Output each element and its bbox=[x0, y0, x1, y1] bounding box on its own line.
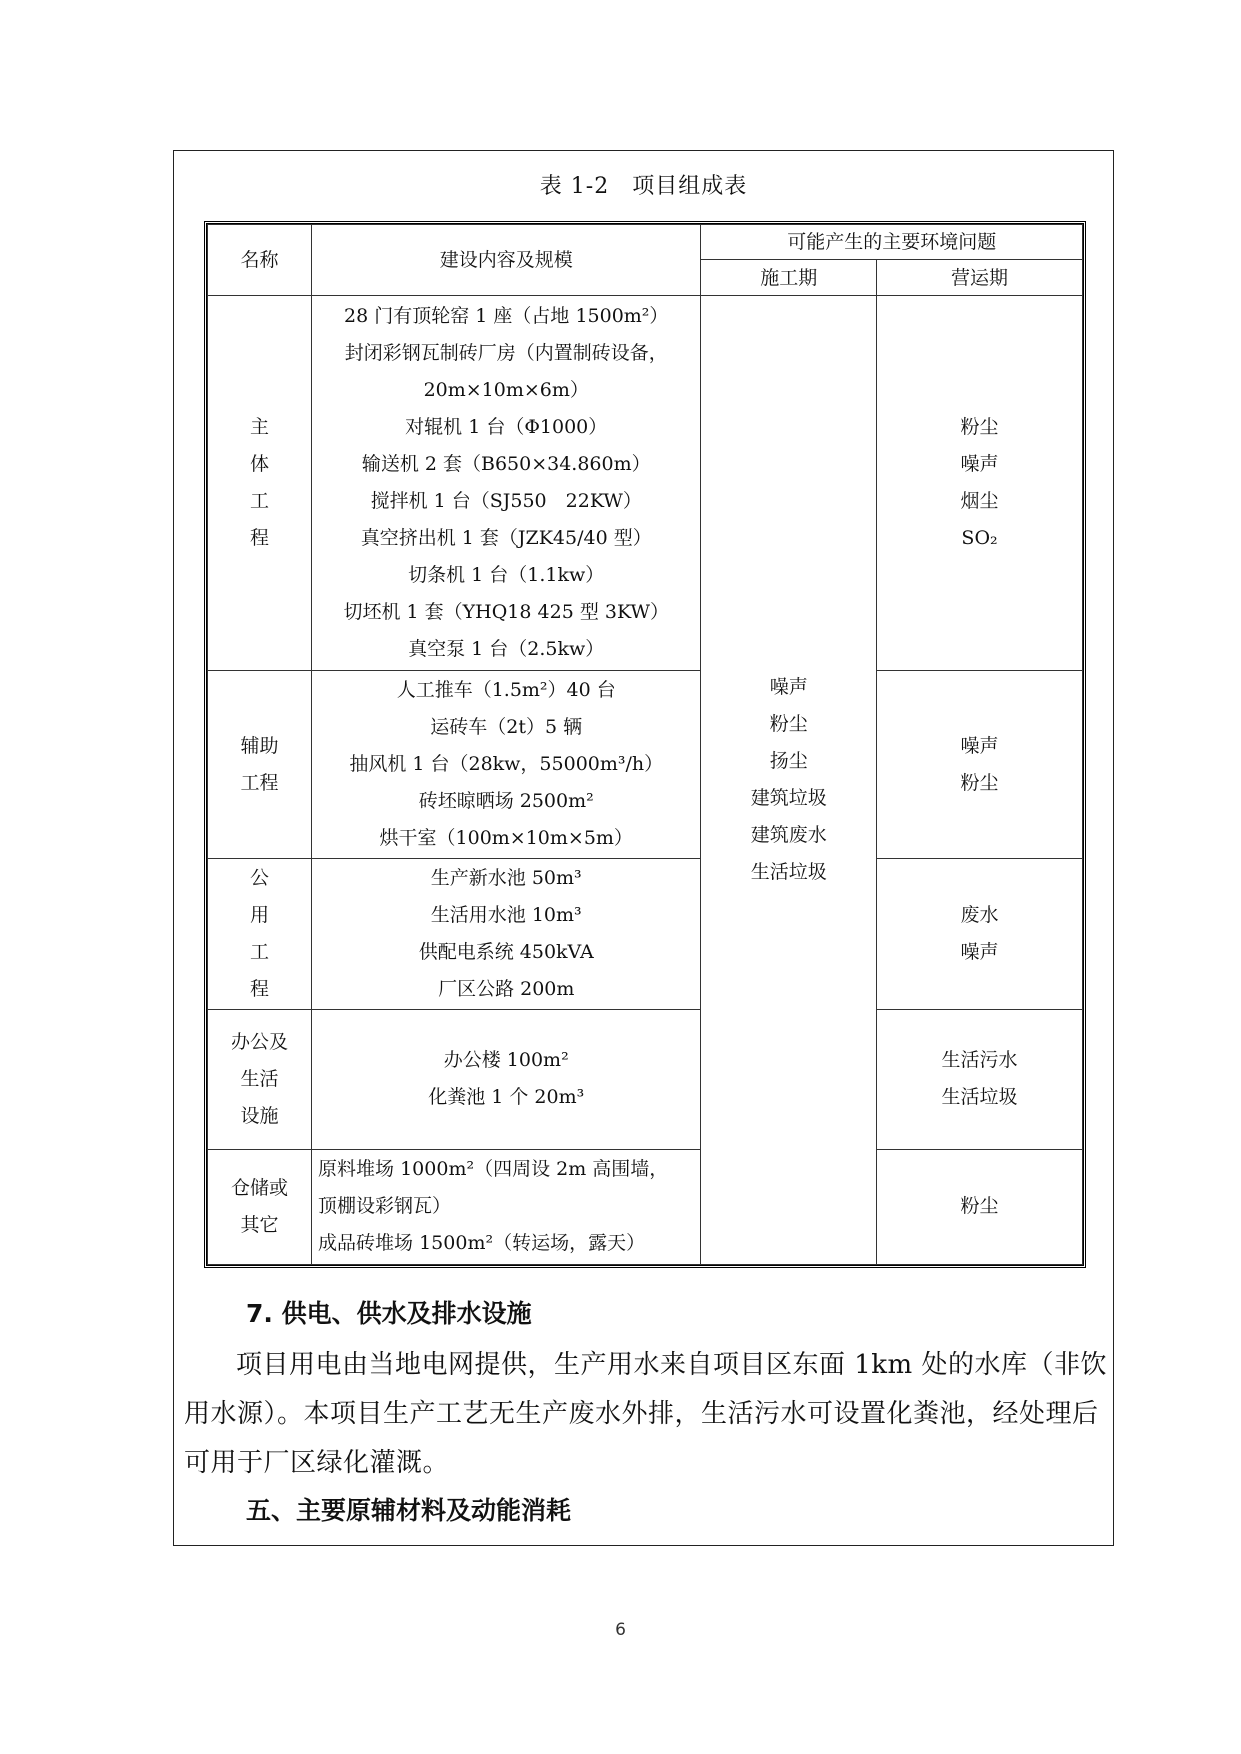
row-content-storage: 原料堆场 1000m²（四周设 2m 高围墙， 顶棚设彩钢瓦） 成品砖堆场 1500m²（转运场，露天） bbox=[312, 1149, 701, 1264]
row-content-main: 28 门有顶轮窑 1 座（占地 1500m²） 封闭彩钢瓦制砖厂房（内置制砖设备， 20m×10m×6m） 对辊机 1 台（Φ1000） 输送机 2 套（B650×34.860m） 搅拌机 1 台（SJ550 22KW） 真空挤出机 1 套（JZK45/40 型） 切条机 1 台（1.1kw） 切坯机 1 套（YHQ18 425 型 3KW） 真空泵 1 台（2.5kw） bbox=[312, 295, 701, 670]
row-content-public: 生产新水池 50m³ 生活用水池 10m³ 供配电系统 450kVA 厂区公路 200m bbox=[312, 859, 701, 1010]
header-content: 建设内容及规模 bbox=[312, 225, 701, 296]
row-operation-office: 生活污水 生活垃圾 bbox=[877, 1010, 1083, 1150]
row-name-auxiliary: 辅助 工程 bbox=[208, 671, 312, 859]
utilities-paragraph: 项目用电由当地电网提供，生产用水来自项目区东面 1km 处的水库（非饮用水源）。本项目生产工艺无生产废水外排，生活污水可设置化粪池，经处理后可用于厂区绿化灌溉。 bbox=[184, 1350, 1107, 1478]
row-operation-storage: 粉尘 bbox=[877, 1149, 1083, 1264]
section-heading-utilities: 7. 供电、供水及排水设施 bbox=[246, 1299, 532, 1328]
content-frame bbox=[173, 150, 1114, 1546]
page-number: 6 bbox=[615, 1620, 626, 1640]
header-impact-group: 可能产生的主要环境问题 bbox=[701, 225, 1083, 260]
construction-period-issues: 噪声 粉尘 扬尘 建筑垃圾 建筑废水 生活垃圾 bbox=[701, 295, 877, 1264]
project-composition-table bbox=[204, 221, 1086, 1268]
row-content-auxiliary: 人工推车（1.5m²）40 台 运砖车（2t）5 辆 抽风机 1 台（28kw，55000m³/h） 砖坯晾晒场 2500m² 烘干室（100m×10m×5m） bbox=[312, 671, 701, 859]
row-name-main: 主 体 工 程 bbox=[208, 295, 312, 670]
row-operation-main: 粉尘 噪声 烟尘 SO₂ bbox=[877, 295, 1083, 670]
row-name-public: 公 用 工 程 bbox=[208, 859, 312, 1010]
row-content-office: 办公楼 100m² 化粪池 1 个 20m³ bbox=[312, 1010, 701, 1150]
header-construction: 施工期 bbox=[701, 260, 877, 295]
row-operation-public: 废水 噪声 bbox=[877, 859, 1083, 1010]
table-title: 表 1-2 项目组成表 bbox=[539, 174, 748, 199]
header-name: 名称 bbox=[208, 225, 312, 296]
section-heading-materials: 五、主要原辅材料及动能消耗 bbox=[246, 1496, 572, 1525]
row-name-office: 办公及 生活 设施 bbox=[208, 1010, 312, 1150]
row-operation-auxiliary: 噪声 粉尘 bbox=[877, 671, 1083, 859]
row-name-storage: 仓储或 其它 bbox=[208, 1149, 312, 1264]
header-operation: 营运期 bbox=[877, 260, 1083, 295]
